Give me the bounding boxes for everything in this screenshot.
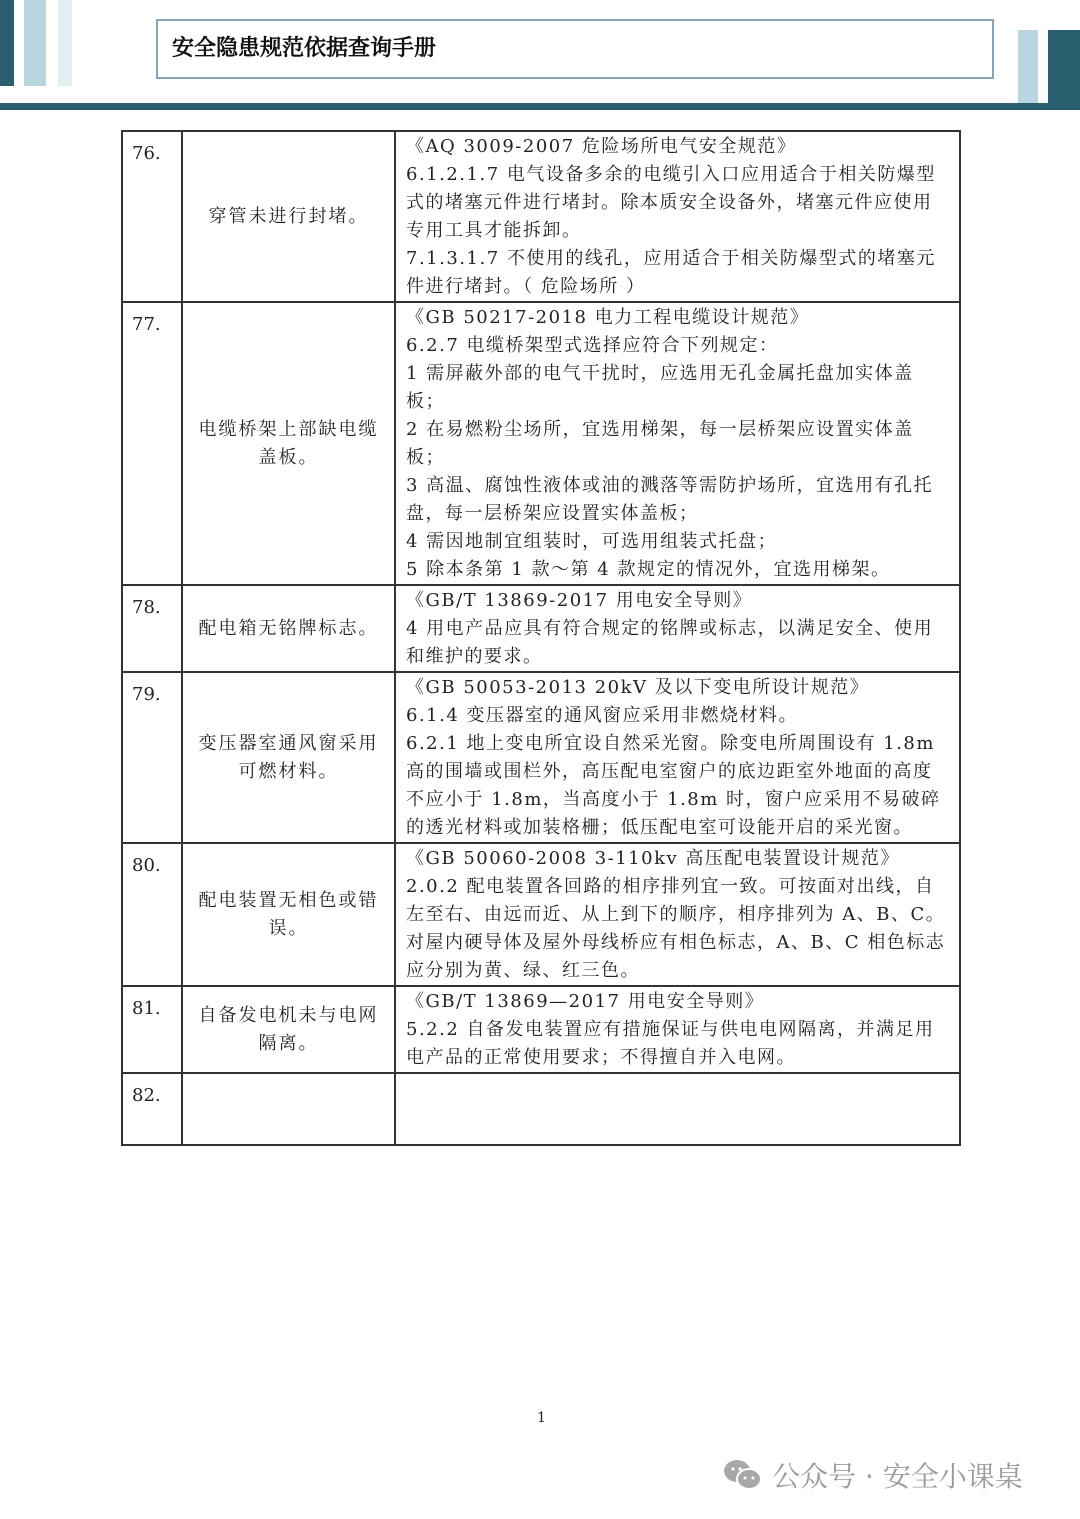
row-number: 82. — [122, 1073, 182, 1145]
hazard-description: 电缆桥架上部缺电缆盖板。 — [182, 302, 395, 585]
row-number: 80. — [122, 843, 182, 986]
row-number: 79. — [122, 672, 182, 843]
hazard-description: 穿管未进行封堵。 — [182, 131, 395, 302]
table-row — [122, 986, 960, 1073]
clause-text: 4 需因地制宜组装时，可选用组装式托盘； — [406, 531, 778, 552]
header-decoration — [24, 0, 46, 86]
header-decoration — [0, 0, 14, 86]
clause-text: 7.1.3.1.7 不使用的线孔，应用适合于相关防爆型式的堵塞元件进行堵封。（ 危险场所 ） — [406, 248, 936, 297]
clause-text: 6.2.7 电缆桥架型式选择应符合下列规定： — [406, 335, 779, 356]
table-row — [122, 302, 960, 585]
clause-text: 3 高温、腐蚀性液体或油的溅落等需防护场所，宜选用有孔托盘，每一层桥架应设置实体盖板； — [406, 475, 934, 524]
clause-text: 4 用电产品应具有符合规定的铭牌或标志，以满足安全、使用和维护的要求。 — [406, 618, 934, 667]
watermark — [722, 1455, 1023, 1495]
table-row — [122, 585, 960, 672]
standard-title: 《GB 50060-2008 3-110kv 高压配电装置设计规范》 — [406, 848, 900, 869]
hazard-description: 自备发电机未与电网隔离。 — [182, 986, 395, 1073]
regulation-basis — [395, 672, 960, 843]
standard-title: 《GB/T 13869-2017 用电安全导则》 — [406, 590, 753, 611]
table-row — [122, 131, 960, 302]
page-number: 1 — [537, 1410, 546, 1426]
regulation-basis — [395, 302, 960, 585]
header-decoration — [1018, 30, 1038, 106]
clause-text: 1 需屏蔽外部的电气干扰时，应选用无孔金属托盘加实体盖板； — [406, 363, 914, 412]
document-title: 安全隐患规范依据查询手册 — [172, 36, 437, 61]
hazard-description: 变压器室通风窗采用可燃材料。 — [182, 672, 395, 843]
hazard-description — [182, 1073, 395, 1145]
header-decoration — [58, 0, 72, 86]
table-row — [122, 843, 960, 986]
clause-text: 6.1.2.1.7 电气设备多余的电缆引入口应用适合于相关防爆型式的堵塞元件进行堵封。除本质安全设备外，堵塞元件应使用专用工具才能拆卸。 — [406, 164, 936, 241]
clause-text: 6.1.4 变压器室的通风窗应采用非燃烧材料。 — [406, 705, 799, 726]
watermark-text: 公众号 · 安全小课桌 — [772, 1460, 1023, 1493]
standard-title: 《GB 50053-2013 20kV 及以下变电所设计规范》 — [406, 677, 870, 698]
hazard-description: 配电箱无铭牌标志。 — [182, 585, 395, 672]
row-number: 77. — [122, 302, 182, 585]
table-row — [122, 1073, 960, 1145]
regulation-basis — [395, 585, 960, 672]
row-number: 76. — [122, 131, 182, 302]
regulation-table — [121, 130, 961, 1146]
clause-text: 2.0.2 配电装置各回路的相序排列宜一致。可按面对出线，自左至右、由远而近、从上到下的顺序，相序排列为 A、B、C。对屋内硬导体及屋外母线桥应有相色标志，A、B、C 相色标志应分别为黄、绿、红三色。 — [406, 876, 946, 981]
row-number: 81. — [122, 986, 182, 1073]
clause-text: 6.2.1 地上变电所宜设自然采光窗。除变电所周围设有 1.8m 高的围墙或围栏外，高压配电室窗户的底边距室外地面的高度不应小于 1.8m，当高度小于 1.8m 时，窗户应采用不易破碎的透光材料或加装格栅；低压配电室可设能开启的采光窗。 — [406, 733, 941, 838]
hazard-description: 配电装置无相色或错误。 — [182, 843, 395, 986]
clause-text: 5.2.2 自备发电装置应有措施保证与供电电网隔离，并满足用电产品的正常使用要求；不得擅自并入电网。 — [406, 1019, 935, 1068]
header-box — [156, 19, 994, 79]
wechat-icon — [722, 1457, 764, 1493]
row-number: 78. — [122, 585, 182, 672]
clause-text: 2 在易燃粉尘场所，宜选用梯架，每一层桥架应设置实体盖板； — [406, 419, 914, 468]
header-decoration — [1048, 30, 1080, 110]
standard-title: 《AQ 3009-2007 危险场所电气安全规范》 — [406, 136, 797, 157]
regulation-basis — [395, 843, 960, 986]
table-row — [122, 672, 960, 843]
header-rule — [0, 103, 1080, 110]
regulation-basis — [395, 986, 960, 1073]
regulation-basis — [395, 1073, 960, 1145]
clause-text: 5 除本条第 1 款～第 4 款规定的情况外，宜选用梯架。 — [406, 559, 891, 580]
standard-title: 《GB/T 13869—2017 用电安全导则》 — [406, 991, 765, 1012]
regulation-basis — [395, 131, 960, 302]
standard-title: 《GB 50217-2018 电力工程电缆设计规范》 — [406, 307, 810, 328]
